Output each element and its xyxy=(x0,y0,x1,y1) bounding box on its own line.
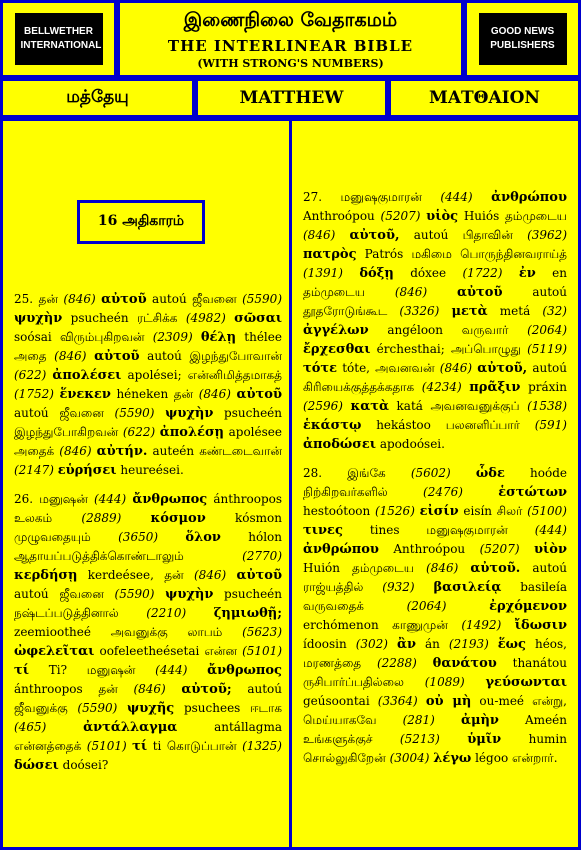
left-logo-box xyxy=(0,0,117,78)
verse-25: 25. தன் (846) αὐτοῦ autoú ஜீவனை (5590) ψυχὴν psucheén ரட்சிக்க (4982) σῶσαι soósai விரும்புகிறவன் (2309) θέλῃ thélee அதை (846) αὐτοῦ autoú இழந்துபோவான் (622) ἀπολέσει apolései; என்னிமித்தமாகத் (1752) ἕνεκεν héneken தன் (846) αὐτοῦ autoú ஜீவனை (5590) ψυχὴν psucheén இழந்துபோகிறவன் (622) ἀπολέσῃ apolésee அதைக் (846) αὐτήν. auteén கண்டடைவான் (2147) εὑρήσει heureései. xyxy=(14,292,282,478)
right-logo-box xyxy=(464,0,581,78)
bellwether-logo xyxy=(15,13,103,65)
book-greek: ΜΑΤΘΑΙΟΝ xyxy=(388,78,581,118)
title-tamil: இணைநிலை வேதாகமம் xyxy=(183,9,398,31)
verse-27: 27. மனுஷகுமாரன் (444) ἀνθρώπου Anthroópou (5207) υἱὸς Huiós தம்முடைய (846) αὐτοῦ, autoú பிதாவின் (3962) πατρὸς Patrós மகிமை பொருந்தினவராய்த் (1391) δόξῃ dóxee (1722) ἐν en தம்முடைய (846) αὐτοῦ autoú தூதரோடுங்கூட (3326) μετὰ metá (32) ἀγγέλων angéloon வருவார் (2064) ἔρχεσθαι érchesthai; அப்பொழுது (5119) τότε tóte, அவனவன் (846) αὐτοῦ, autoú கிரியைக்குத்தக்கதாக (4234) πρᾶξιν práxin (2596) κατὰ katá அவனவனுக்குப் (1538) ἑκάστῳ hekástoo பலனளிப்பார் (591) ἀποδώσει apodoósei. xyxy=(303,190,567,452)
subtitle: (WITH STRONG'S NUMBERS) xyxy=(197,57,384,70)
logo-line-2: PUBLISHERS xyxy=(490,40,555,51)
logo-line-1: GOOD NEWS xyxy=(490,26,555,37)
title-box xyxy=(117,0,464,78)
left-text xyxy=(14,290,282,785)
book-english: MATTHEW xyxy=(195,78,388,118)
logo-line-1: BELLWETHER xyxy=(24,26,93,37)
logo-line-2: INTERNATIONAL xyxy=(20,40,102,51)
book-tamil: மத்தேயு xyxy=(0,78,195,118)
verse-26: 26. மனுஷன் (444) ἄνθρωπος ánthroopos உலகம் (2889) κόσμον kósmon முழுவதையும் (3650) ὅλον hólon ஆதாயப்படுத்திக்கொண்டாலும் (2770) κερδήσῃ kerdeésee, தன் (846) αὐτοῦ autoú ஜீவனை (5590) ψυχὴν psucheén நஷ்டப்படுத்தினால் (2210) ζημιωθῇ; zeemiootheé அவனுக்கு லாபம் (5623) ὠφελεῖται oofeleetheésetai என்ன (5101) τί Ti? மனுஷன் (444) ἄνθρωπος ánthroopos தன் (846) αὐτοῦ; autoú ஜீவனுக்கு (5590) ψυχῆς psuchees ஈடாக (465) ἀντάλλαγμα antállagma என்னத்தைக் (5101) τί ti கொடுப்பான் (1325) δώσει doósei? xyxy=(14,492,283,773)
right-text xyxy=(303,188,567,778)
verse-28: 28. இங்கே (5602) ὧδε hoóde நிற்கிறவர்களில் (2476) ἑστώτων hestoótoon (1526) εἰσίν eisín சிலர் (5100) τινες tines மனுஷகுமாரன் (444) ἀνθρώπου Anthroópou (5207) υἱὸν Huión தம்முடைய (846) αὐτοῦ. autoú ராஜ்யத்தில் (932) βασιλείᾳ basileía வருவதைக் (2064) ἐρχόμενον erchómenon காணுமுன் (1492) ἴδωσιν ídoosin (302) ἂν án (2193) ἕως héos, மரணத்தை (2288) θανάτου thanátou ருசிபார்ப்பதில்லை (1089) γεύσωνται geúsoontai (3364) οὐ μὴ ou-meé என்று, மெய்யாகவே (281) ἀμὴν Ameén உங்களுக்குச் (5213) ὑμῖν humin சொல்லுகிறேன் (3004) λέγω légoo என்றார். xyxy=(303,466,568,766)
good-news-logo xyxy=(479,13,567,65)
chapter-label: 16 அதிகாரம் xyxy=(77,200,205,244)
title-english: THE INTERLINEAR BIBLE xyxy=(167,37,414,55)
